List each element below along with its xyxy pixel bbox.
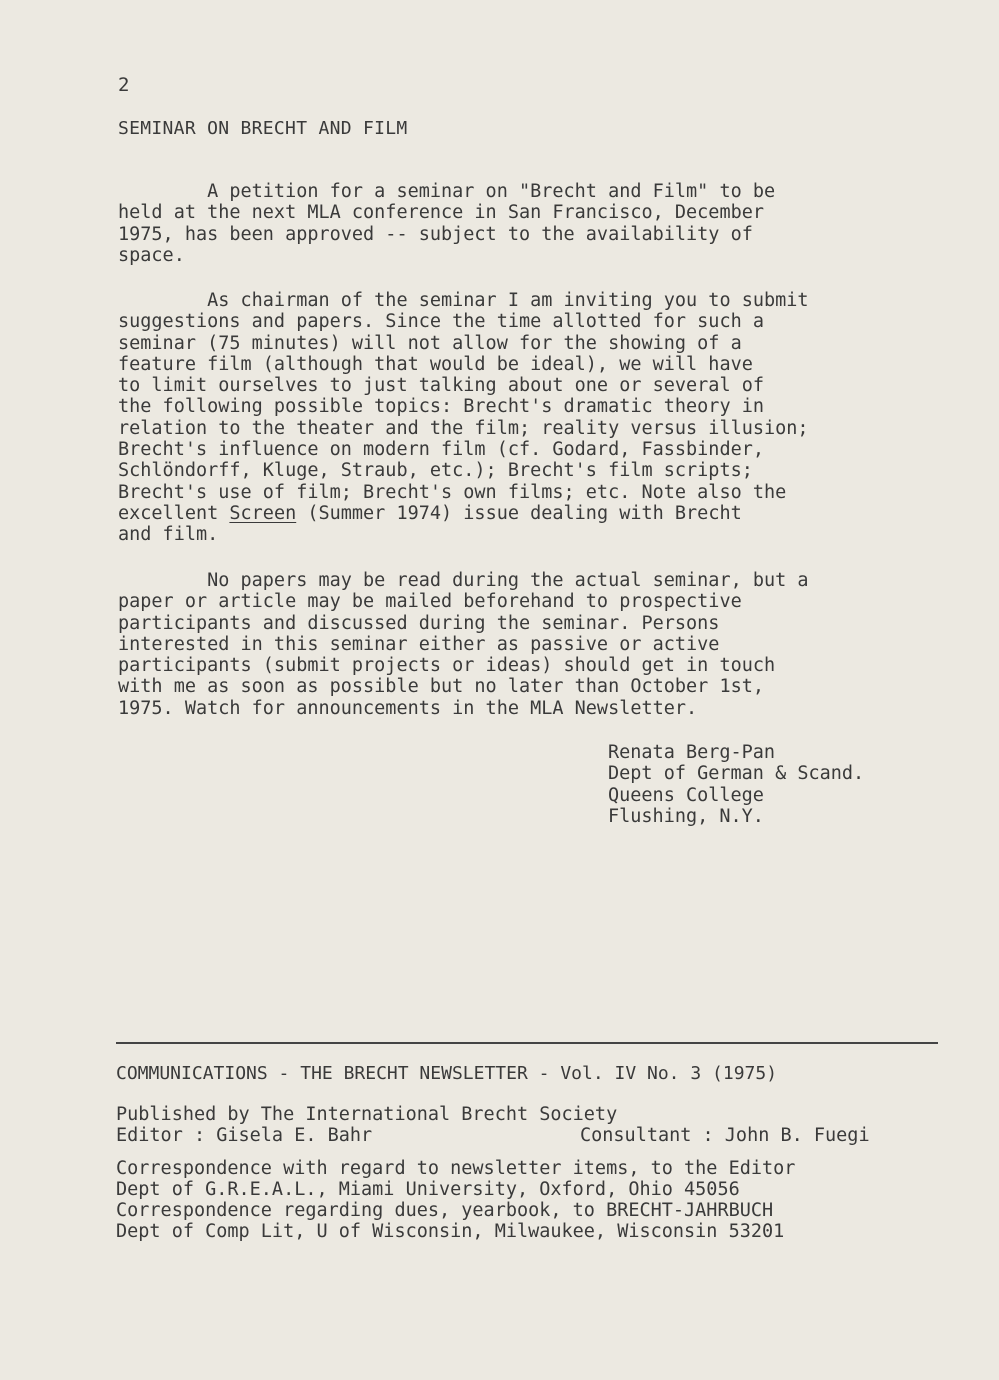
text-line: with me as soon as possible but no later than October 1st, [118,676,765,698]
author-name: Renata Berg-Pan [608,742,776,763]
footer-credits [116,1104,926,1146]
paragraph-1 [118,181,978,266]
correspondence-line: Correspondence regarding dues, yearbook, to BRECHT-JAHRBUCH [116,1200,774,1221]
text-line: held at the next MLA conference in San Francisco, December [118,202,765,224]
author-department: Dept of German & Scand. [608,763,865,785]
text-line: participants (submit projects or ideas) should get in touch [118,655,776,677]
text-line: paper or article may be mailed beforehand to prospective [118,591,742,613]
text-line: Brecht's influence on modern film (cf. Godard, Fassbinder, [118,439,765,461]
paragraph-3 [118,570,978,719]
journal-title-underlined: Screen [229,502,297,524]
correspondence-line: Dept of G.R.E.A.L., Miami University, Oxford, Ohio 45056 [116,1179,740,1200]
author-location: Flushing, N.Y. [608,805,764,827]
editor-credit: Editor : Gisela E. Bahr [116,1125,373,1146]
text-line: 1975. Watch for announcements in the MLA Newsletter. [118,697,698,719]
correspondence-line: Correspondence with regard to newsletter items, to the Editor [116,1158,796,1179]
text-line: seminar (75 minutes) will not allow for the showing of a [118,332,742,354]
text-line: the following possible topics: Brecht's dramatic theory in [118,396,765,418]
text-line: suggestions and papers. Since the time allotted for such a [118,311,765,333]
text-line: interested in this seminar either as passive or active [118,633,720,655]
consultant-credit: Consultant : John B. Fuegi [580,1125,870,1146]
text-line: to limit ourselves to just talking about one or several of [118,375,765,397]
text-line: 1975, has been approved -- subject to the availability of [118,223,753,245]
article-title: SEMINAR ON BRECHT AND FILM [118,118,408,139]
text-line: A petition for a seminar on "Brecht and Film" to be [118,181,776,202]
text-fragment: (Summer 1974) issue dealing with Brecht [296,502,742,524]
signature-block [608,742,864,827]
text-line: and film. [118,524,219,546]
text-line: Schlöndorff, Kluge, Straub, etc.); Brecht's film scripts; [118,460,753,482]
page-number: 2 [118,74,130,96]
footer-divider [116,1042,938,1044]
text-line: As chairman of the seminar I am inviting you to submit [118,290,809,311]
author-institution: Queens College [608,784,764,806]
text-fragment: excellent [118,502,230,524]
text-line: space. [118,244,185,266]
text-line: relation to the theater and the film; reality versus illusion; [118,417,809,439]
text-line [118,503,978,524]
text-line: Brecht's use of film; Brecht's own films; etc. Note also the [118,481,787,503]
paragraph-2 [118,290,978,546]
text-line: feature film (although that would be ideal), we will have [118,353,753,375]
editor-consultant-row [116,1125,926,1146]
footer-masthead: COMMUNICATIONS - THE BRECHT NEWSLETTER - Vol. IV No. 3 (1975) [116,1063,778,1084]
text-line: participants and discussed during the seminar. Persons [118,612,720,634]
publisher-line: Published by The International Brecht Society [116,1104,618,1125]
text-line: No papers may be read during the actual seminar, but a [118,570,809,591]
correspondence-line: Dept of Comp Lit, U of Wisconsin, Milwaukee, Wisconsin 53201 [116,1221,785,1242]
footer-correspondence [116,1158,795,1242]
